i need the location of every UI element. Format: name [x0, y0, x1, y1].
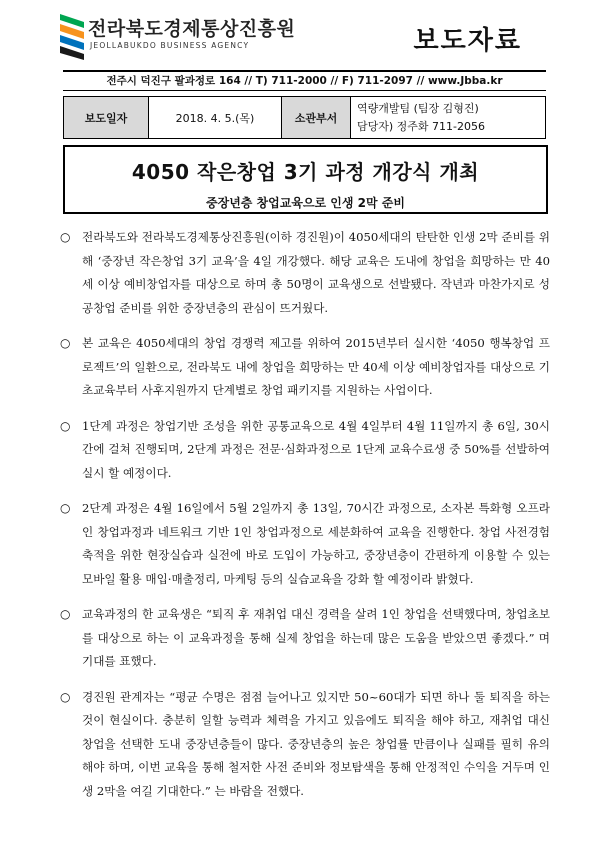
bullet-icon: ○ — [60, 336, 71, 350]
paragraph-text: 본 교육은 4050세대의 창업 경쟁력 제고를 위하여 2015년부터 실시한 ‘4050 행복창업 프로젝트’의 일환으로, 전라북도 내에 창업을 희망하는 만 40세 이상 예비창업자를 대상으로 기초교육부터 사후지원까지 단계별로 창업 패키지를 지원하는 사업이다. — [82, 336, 550, 397]
org-name: 전라북도경제통상진흥원 — [88, 18, 296, 40]
body-paragraphs — [58, 226, 550, 815]
page-title: 4050 작은창업 3기 과정 개강식 개최 — [131, 160, 480, 184]
dept-value — [351, 97, 546, 139]
info-table — [63, 96, 546, 139]
dept-contact: 담당자) 정주화 711-2056 — [357, 119, 485, 133]
contact-bar: 전주시 덕진구 팔과정로 164 // T) 711-2000 // F) 711-2097 // www.Jbba.kr — [63, 70, 546, 91]
paragraph-text: 전라북도와 전라북도경제통상진흥원(이하 경진원)이 4050세대의 탄탄한 인생 2막 준비를 위해 ‘중장년 작은창업 3기 교육’을 4일 개강했다. 해당 교육은 도내에 창업을 희망하는 만 40세 이상 예비창업자를 대상으로 하며 총 50명이 교육생으로 선발됐다. 작년과 마찬가지로 성공창업 준비를 위한 중장년층의 관심이 뜨거웠다. — [82, 230, 550, 315]
paragraph-text: 경진원 관계자는 “평균 수명은 점점 늘어나고 있지만 50~60대가 되면 하나 둘 퇴직을 하는 것이 현실이다. 충분히 일할 능력과 체력을 가지고 있음에도 퇴직을 해야 하고, 재취업 대신 창업을 선택한 도내 중장년층들이 많다. 중장년층의 높은 창업률 만큼이나 실패를 필히 유의해야 하며, 이번 교육을 통해 철저한 사전 준비와 정보탐색을 통해 안정적인 수익을 거두며 인생 2막을 여길 기대한다.” 는 바람을 전했다. — [82, 689, 550, 798]
paragraph — [58, 226, 550, 320]
bullet-icon: ○ — [60, 689, 71, 704]
date-value: 2018. 4. 5.(목) — [149, 97, 282, 139]
paragraph-text: 2단계 과정은 4월 16일에서 5월 2일까지 총 13일, 70시간 과정으로, 소자본 특화형 오프라인 창업과정과 네트워크 기반 1인 창업과정으로 세분화하여 교육을 진행한다. 창업 사전경험 축적을 위한 현장실습과 실전에 바로 도입이 가능하고, 중장년층이 간편하게 이용할 수 있는 모바일 활용 매입·매출정리, 마케팅 등의 실습교육을 강화 할 예정이라 밝혔다. — [82, 501, 550, 586]
paragraph — [58, 332, 550, 403]
bullet-icon: ○ — [60, 501, 71, 515]
logo-mark-icon — [58, 12, 86, 62]
paragraph-text: 1단계 과정은 창업기반 조성을 위한 공통교육으로 4월 4일부터 4월 11일까지 총 6일, 30시간에 걸쳐 진행되며, 2단계 과정은 전문·심화과정으로 1단계 교육수료생 중 50%를 선발하여 실시 할 예정이다. — [82, 418, 550, 480]
paragraph-text: 교육과정의 한 교육생은 “퇴직 후 재취업 대신 경력을 살려 1인 창업을 선택했다며, 창업초보를 대상으로 하는 이 교육과정을 통해 실제 창업을 하는데 많은 도움을 받았으면 좋겠다.” 며 기대를 표했다. — [82, 607, 550, 668]
paragraph — [58, 686, 550, 804]
bullet-icon: ○ — [60, 230, 71, 244]
bullet-icon: ○ — [60, 418, 71, 433]
title-box — [63, 145, 548, 214]
paragraph — [58, 497, 550, 591]
press-release-label: 보도자료 — [413, 26, 522, 56]
org-name-english: JEOLLABUKDO BUSINESS AGENCY — [90, 41, 250, 50]
page-subtitle: 중장년층 창업교육으로 인생 2막 준비 — [206, 196, 405, 210]
paragraph — [58, 415, 550, 486]
dept-label: 소관부서 — [282, 97, 351, 139]
bullet-icon: ○ — [60, 607, 71, 621]
agency-logo — [58, 12, 296, 64]
date-label: 보도일자 — [64, 97, 149, 139]
paragraph — [58, 603, 550, 674]
dept-team: 역량개발팀 (팀장 김형진) — [357, 101, 479, 115]
